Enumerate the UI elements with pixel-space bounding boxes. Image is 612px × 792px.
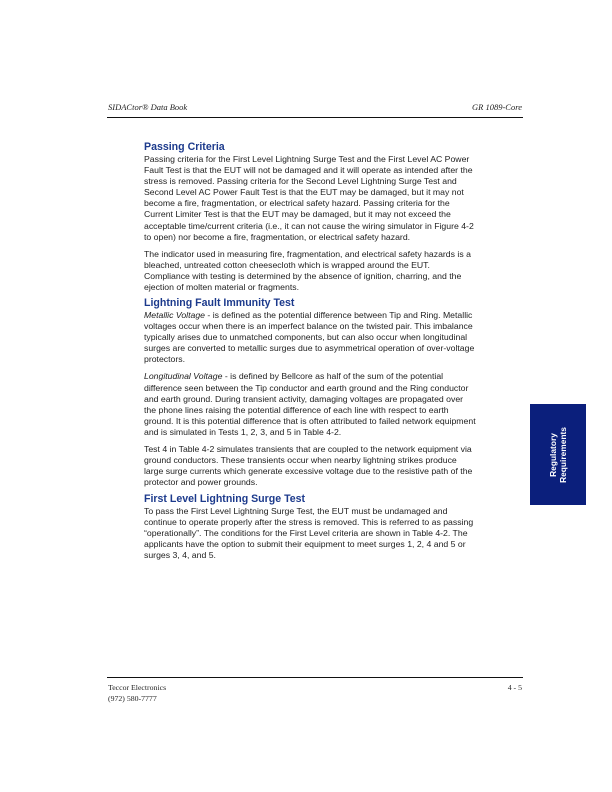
text-line: surges 3, 4, and 5. (144, 550, 216, 561)
text-line: protector and power grounds. (144, 477, 258, 488)
paragraph-test4 (144, 444, 504, 488)
section-lightning-fault-immunity (144, 297, 504, 494)
text-line: Current Limiter Test is that the EUT may be damaged, but it may not exceed the (144, 209, 451, 220)
section-passing-criteria (144, 141, 504, 299)
text-line: The indicator used in measuring fire, fragmentation, and electrical safety hazards is a (144, 248, 471, 259)
paragraph-longitudinal (144, 371, 504, 438)
tab-line: Requirements (558, 426, 568, 483)
text-line: acceptable time/current criteria (i.e., it can not cause the wiring simulator in Figure 4-2 (144, 220, 474, 231)
text: - is defined as the potential difference between Tip and Ring. Metallic (205, 310, 473, 320)
text-line: the phone lines raising the potential difference of each line with respect to earth (144, 404, 449, 415)
text-line: and earth ground. During transient activity, damaging voltages are propagated over (144, 393, 464, 404)
text-line: continue to operate properly after the stress is removed. This is referred to as passing (144, 517, 474, 528)
text-line: Passing criteria for the First Level Lightning Surge Test and the First Level AC Power (144, 154, 470, 164)
section-first-level-surge (144, 493, 504, 567)
footer-rule (107, 677, 523, 678)
text-line (144, 371, 504, 382)
footer-company: Teccor Electronics (108, 683, 167, 692)
defined-term: Metallic Voltage (144, 310, 206, 320)
section-tab-label (548, 427, 568, 483)
text: - is defined by Bellcore as half of the sum of the potential (222, 371, 444, 382)
text-line: “operationally”. The conditions for the First Level criteria are shown in Table 4-2. The (144, 528, 468, 539)
text-line: typically arises due to unmatched components, but can also occur when longitudinal (144, 332, 468, 343)
header-section-title: GR 1089-Core (472, 102, 522, 112)
text-line: ground conductors. These transients occur when nearby lightning strikes produce (144, 455, 457, 466)
text-line: applicants have the option to submit their equipment to meet surges 1, 2, 4 and 5 or (144, 539, 466, 550)
text-line: and is simulated in Tests 1, 2, 3, and 5 in Table 4-2. (144, 426, 342, 437)
paragraph (144, 249, 504, 293)
paragraph (144, 154, 504, 243)
text-line (144, 310, 504, 321)
text-line: Fault Test is that the EUT will not be damaged and it will operate as intended after the (144, 165, 473, 176)
footer-contact (108, 682, 166, 704)
heading-first-level-surge: First Level Lightning Surge Test (144, 493, 306, 505)
paragraph-metallic (144, 310, 504, 365)
text-line: Second Level AC Power Fault Test is that the EUT may be damaged, but it may not (144, 187, 464, 198)
footer-phone: (972) 580-7777 (108, 694, 157, 703)
text-line: to open) nor become a fire, fragmentation, or electrical safety hazard. (144, 231, 411, 242)
text-line: bleached, untreated cotton cheesecloth which is wrapped around the EUT. (144, 259, 430, 270)
text-line: difference seen between the Tip conductor and earth ground and the Ring conductor (144, 382, 469, 393)
tab-line: Regulatory (548, 432, 558, 477)
text-line: ground. It is this potential difference that is often attributed to failed network equipment (144, 415, 476, 426)
text-line: To pass the First Level Lightning Surge Test, the EUT must be undamaged and (144, 506, 448, 516)
text-line: large surge currents which generate excessive voltage due to the resistive path of the (144, 466, 473, 477)
defined-term: Longitudinal Voltage (144, 371, 223, 382)
section-tab-regulatory[interactable] (530, 404, 586, 505)
header-book-title: SIDACtor® Data Book (108, 102, 188, 112)
header-rule (107, 117, 523, 118)
text-line: ejection of molten material or fragments. (144, 282, 299, 293)
heading-passing-criteria: Passing Criteria (144, 141, 225, 153)
text-line: stress is removed. Passing criteria for the Second Level Lightning Surge Test and (144, 176, 457, 187)
text-line: surges are converted to metallic surges due to asymmetrical operation of over-voltage (144, 343, 475, 354)
heading-lightning-fault-immunity: Lightning Fault Immunity Test (144, 297, 295, 309)
text-line: become a fire, fragmentation, or electrical safety hazard. Passing criteria for the (144, 198, 450, 209)
page-number: 4 - 5 (507, 683, 522, 692)
text-line: protectors. (144, 354, 186, 365)
text-line: voltages occur when there is an imperfect balance on the twisted pair. This imbalance (144, 321, 473, 332)
text-line: Compliance with testing is determined by the absence of ignition, charring, and the (144, 270, 462, 281)
text-line: Test 4 in Table 4-2 simulates transients that are coupled to the network equipment via (144, 444, 472, 455)
paragraph (144, 506, 504, 561)
